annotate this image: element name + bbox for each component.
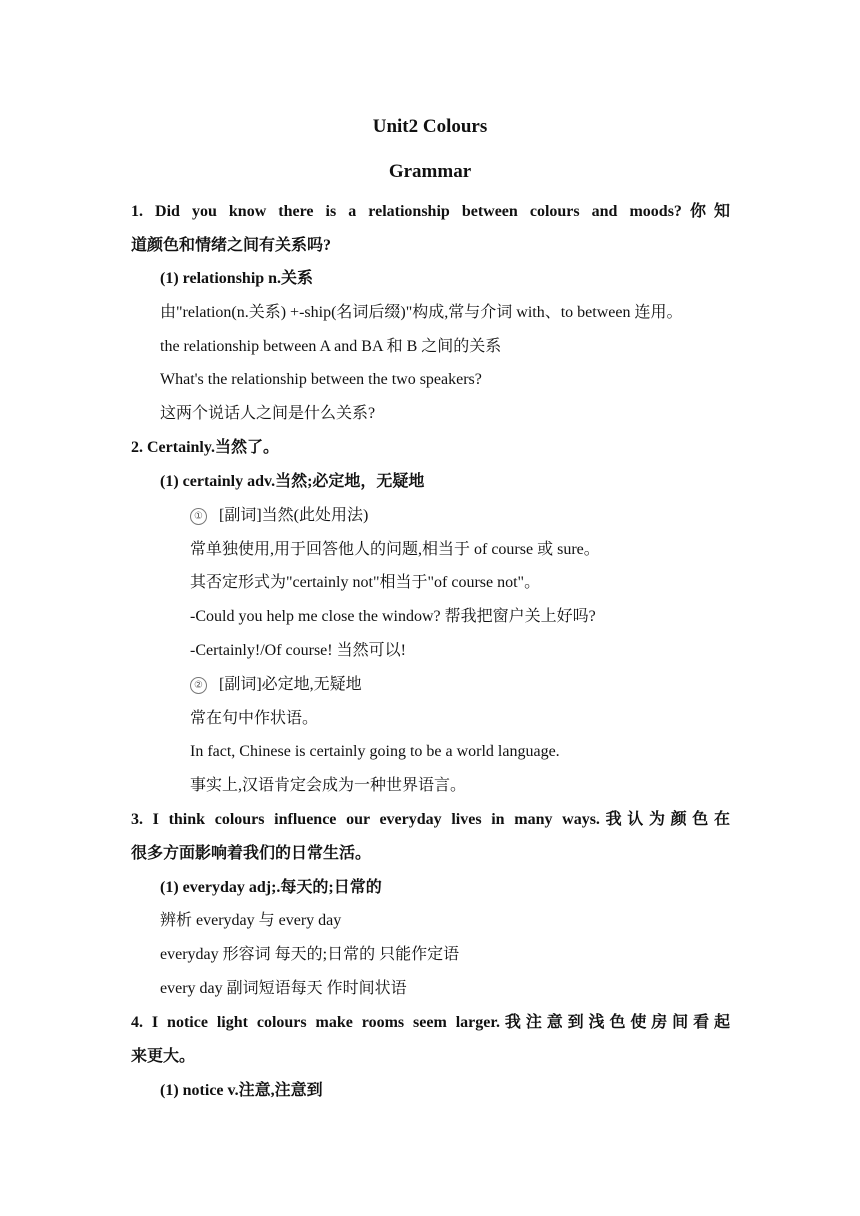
item-3-point-1: (1) everyday adj;.每天的;日常的	[160, 879, 382, 896]
section-heading-grammar: Grammar	[388, 161, 472, 182]
item-3-sentence-cont: 很多方面影响着我们的日常生活。	[131, 845, 372, 862]
item-4-sentence-cont: 来更大。	[131, 1048, 196, 1065]
translation-line: 事实上,汉语肯定会成为一种世界语言。	[190, 777, 467, 794]
usage-1-label: [副词]当然(此处用法)	[219, 507, 369, 524]
example-line: In fact, Chinese is certainly going to be a world language.	[190, 743, 560, 760]
circled-number-2: ②	[190, 677, 207, 694]
example-line: What's the relationship between the two speakers?	[160, 371, 482, 388]
comparison-line: everyday 形容词 每天的;日常的 只能作定语	[160, 946, 460, 963]
comparison-line: 辨析 everyday 与 every day	[160, 912, 342, 929]
item-3-sentence: 3. I think colours influence our everyday lives in many ways.我认为颜色在	[131, 811, 730, 828]
explanation-line: 常单独使用,用于回答他人的问题,相当于 of course 或 sure。	[190, 541, 600, 558]
item-1-sentence: 1. Did you know there is a relationship between colours and moods?你知	[131, 203, 730, 220]
document-title: Unit2 Colours	[372, 116, 488, 137]
usage-1-heading	[190, 505, 368, 527]
example-line: -Could you help me close the window? 帮我把窗户关上好吗?	[190, 608, 596, 625]
explanation-line: 由"relation(n.关系) +-ship(名词后缀)"构成,常与介词 with、to between 连用。	[160, 304, 683, 321]
item-4-sentence: 4. I notice light colours make rooms seem larger.我注意到浅色使房间看起	[131, 1014, 730, 1031]
comparison-line: every day 副词短语每天 作时间状语	[160, 980, 407, 997]
usage-2-label: [副词]必定地,无疑地	[219, 676, 362, 693]
item-2-sentence: 2. Certainly.当然了。	[131, 439, 279, 456]
item-2-point-1: (1) certainly adv.当然;必定地，无疑地	[160, 473, 425, 490]
item-1-point-1: (1) relationship n.关系	[160, 270, 314, 287]
explanation-line: 常在句中作状语。	[190, 710, 319, 727]
circled-number-1: ①	[190, 508, 207, 525]
example-line: -Certainly!/Of course! 当然可以!	[190, 642, 406, 659]
item-4-point-1: (1) notice v.注意,注意到	[160, 1082, 323, 1099]
item-1-sentence-cont: 道颜色和情绪之间有关系吗?	[131, 237, 332, 254]
explanation-line: 其否定形式为"certainly not"相当于"of course not"。	[190, 574, 541, 591]
translation-line: 这两个说话人之间是什么关系?	[160, 405, 376, 422]
example-line: the relationship between A and BA 和 B 之间的关系	[160, 338, 502, 355]
usage-2-heading	[190, 674, 362, 696]
